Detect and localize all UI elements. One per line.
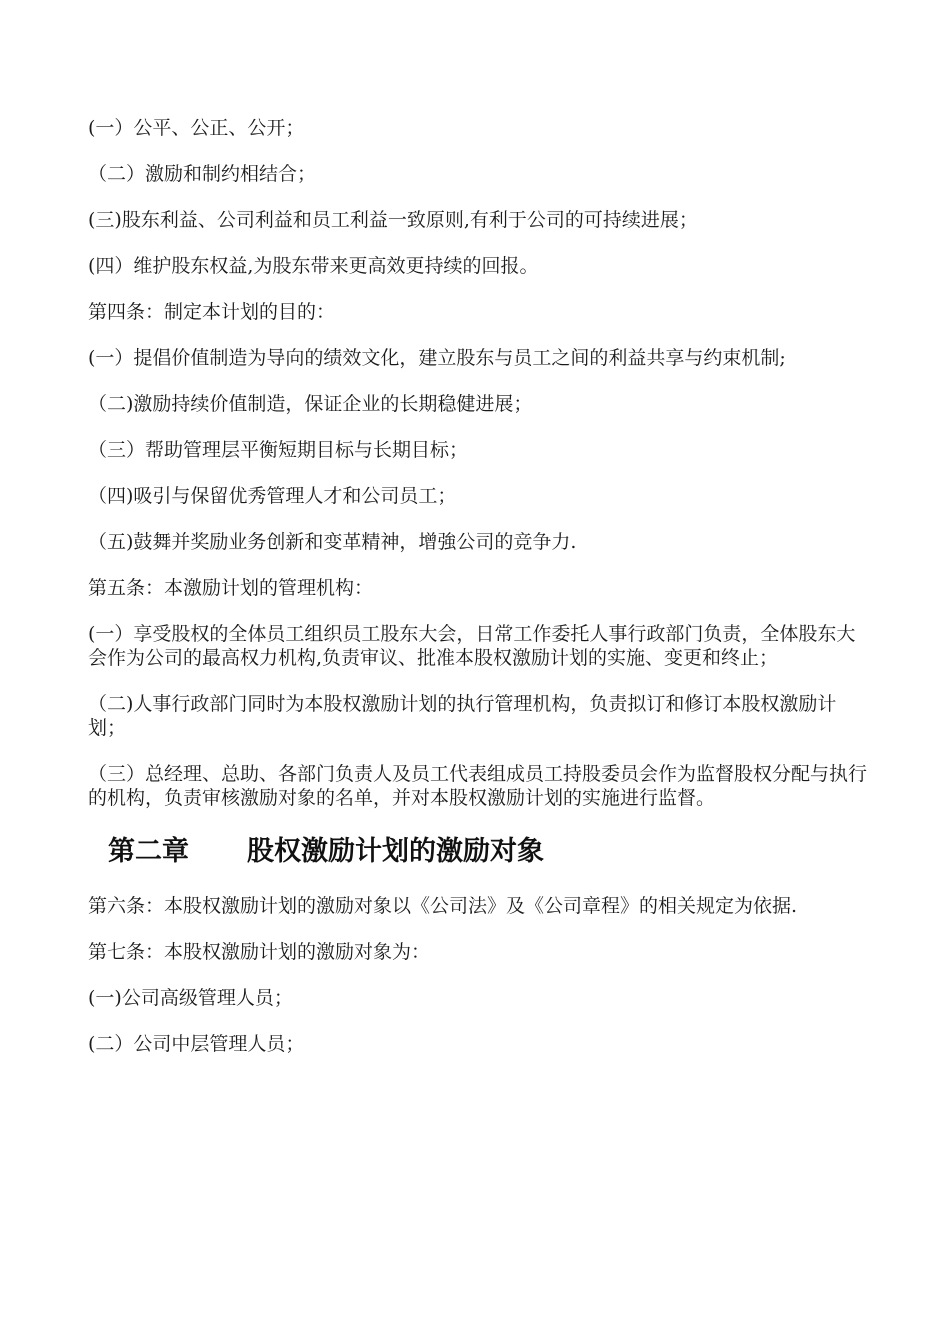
paragraph: （二)人事行政部门同时为本股权激励计划的执行管理机构，负责拟订和修订本股权激励计划； [88, 693, 837, 739]
chapter-number: 第二章 [108, 836, 189, 867]
article-heading: 第六条：本股权激励计划的激励对象以《公司法》及《公司章程》的相关规定为依据. [88, 895, 798, 917]
paragraph: (一)公司高级管理人员； [88, 987, 293, 1009]
paragraph: (二）公司中层管理人员； [88, 1033, 305, 1055]
paragraph: （二）激励和制约相结合； [88, 163, 317, 185]
paragraph: (一）提倡价值制造为导向的绩效文化，建立股东与员工之间的利益共享与约束机制; [88, 347, 786, 369]
article-heading: 第七条：本股权激励计划的激励对象为： [88, 941, 431, 963]
paragraph: (三)股东利益、公司利益和员工利益一致原则,有利于公司的可持续进展； [88, 209, 698, 231]
paragraph: (四）维护股东权益,为股东带来更高效更持续的回报。 [88, 255, 539, 277]
chapter-heading [108, 834, 868, 870]
paragraph: （二)激励持续价值制造，保证企业的长期稳健进展； [88, 393, 533, 415]
article-heading: 第四条：制定本计划的目的： [88, 301, 336, 323]
paragraph: （三）帮助管理层平衡短期目标与长期目标； [88, 439, 469, 461]
paragraph: (一）享受股权的全体员工组织员工股东大会，日常工作委托人事行政部门负责，全体股东大会作为公司的最高权力机构,负责审议、批准本股权激励计划的实施、变更和终止； [88, 623, 856, 669]
paragraph: （四)吸引与保留优秀管理人才和公司员工； [88, 485, 457, 507]
paragraph: （五)鼓舞并奖励业务创新和变革精神，增強公司的竞争力. [88, 531, 577, 553]
paragraph: (一）公平、公正、公开； [88, 117, 305, 139]
document-body [88, 116, 868, 1078]
article-heading: 第五条：本激励计划的管理机构： [88, 577, 374, 599]
chapter-title: 股权激励计划的激励对象 [247, 836, 544, 867]
paragraph: （三）总经理、总助、各部门负责人及员工代表组成员工持股委员会作为监督股权分配与执行的机构，负责审核激励对象的名单，并对本股权激励计划的实施进行监督。 [88, 763, 868, 809]
